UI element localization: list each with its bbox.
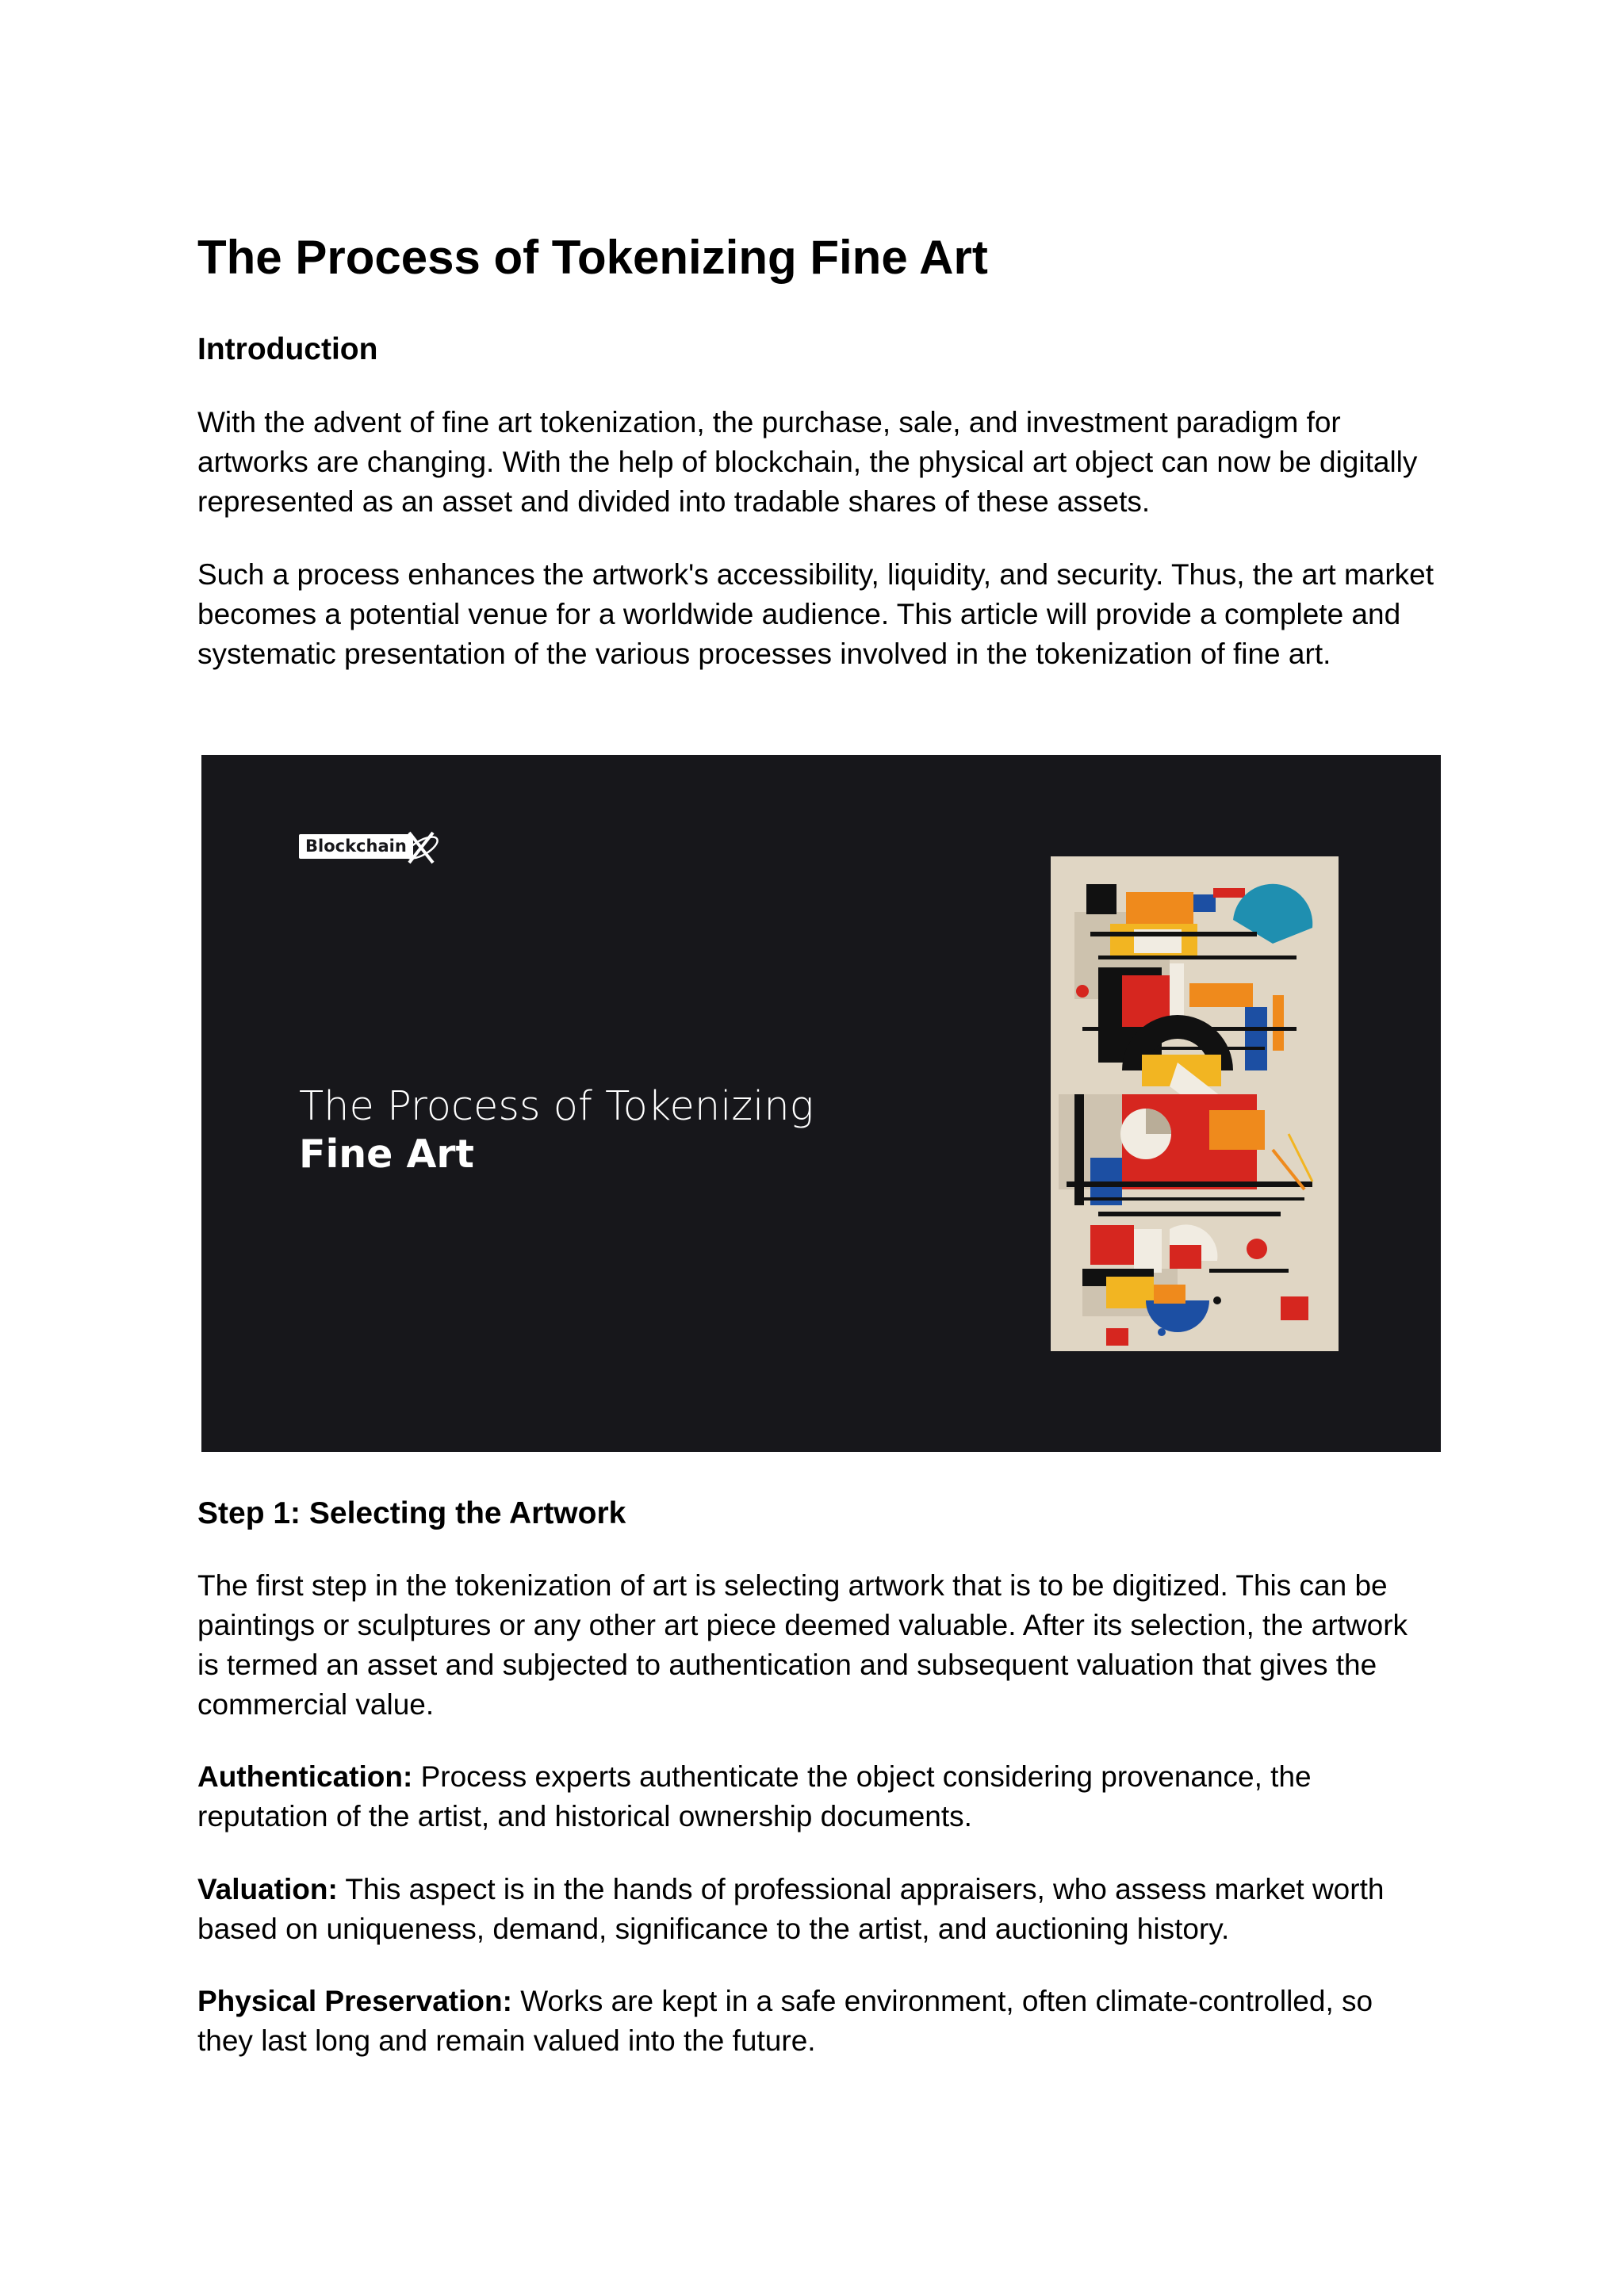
banner-title-line-2: Fine Art xyxy=(299,1132,474,1177)
step1-paragraph: The first step in the tokenization of art is selecting artwork that is to be digitized. This can be paintings or sculptures or any other art piece deemed valuable. After its selection, the artwork is termed an asset and subjected to authentication and subsequent valuation that gives the commercial value. xyxy=(197,1569,1408,1721)
logo-text: Blockchain xyxy=(299,834,413,859)
valuation-label: Valuation: xyxy=(197,1873,338,1905)
authentication-paragraph xyxy=(197,1757,1434,1836)
intro-paragraph-2: Such a process enhances the artwork's accessibility, liquidity, and security. Thus, the art market becomes a potential venue for a worldwide audience. This article will provide a complete and systematic presentation of the various processes involved in the tokenization of fine art. xyxy=(197,558,1434,670)
authentication-text: Process experts authenticate the object considering provenance, the reputation of the artist, and historical ownership documents. xyxy=(197,1760,1312,1833)
valuation-paragraph xyxy=(197,1870,1434,1949)
preservation-paragraph xyxy=(197,1982,1434,2061)
blockchain-logo xyxy=(299,825,442,869)
logo-x-icon xyxy=(406,825,444,869)
step1-heading: Step 1: Selecting the Artwork xyxy=(197,1496,626,1530)
authentication-label: Authentication: xyxy=(197,1760,413,1793)
intro-heading: Introduction xyxy=(197,332,378,366)
intro-paragraph-1: With the advent of fine art tokenization, the purchase, sale, and investment paradigm for artworks are changing. With the help of blockchain, the physical art object can now be digitally represented as an asset and divided into tradable shares of these assets. xyxy=(197,406,1418,518)
valuation-text: This aspect is in the hands of professional appraisers, who assess market worth based on uniqueness, demand, significance to the artist, and auctioning history. xyxy=(197,1873,1385,1945)
abstract-artwork-image xyxy=(1051,856,1339,1351)
preservation-text: Works are kept in a safe environment, often climate-controlled, so they last long and remain valued into the future. xyxy=(197,1985,1373,2057)
page-title: The Process of Tokenizing Fine Art xyxy=(197,231,988,284)
banner-title-line-1: The Process of Tokenizing xyxy=(299,1083,814,1130)
preservation-label: Physical Preservation: xyxy=(197,1985,512,2017)
hero-banner-image xyxy=(201,755,1441,1452)
